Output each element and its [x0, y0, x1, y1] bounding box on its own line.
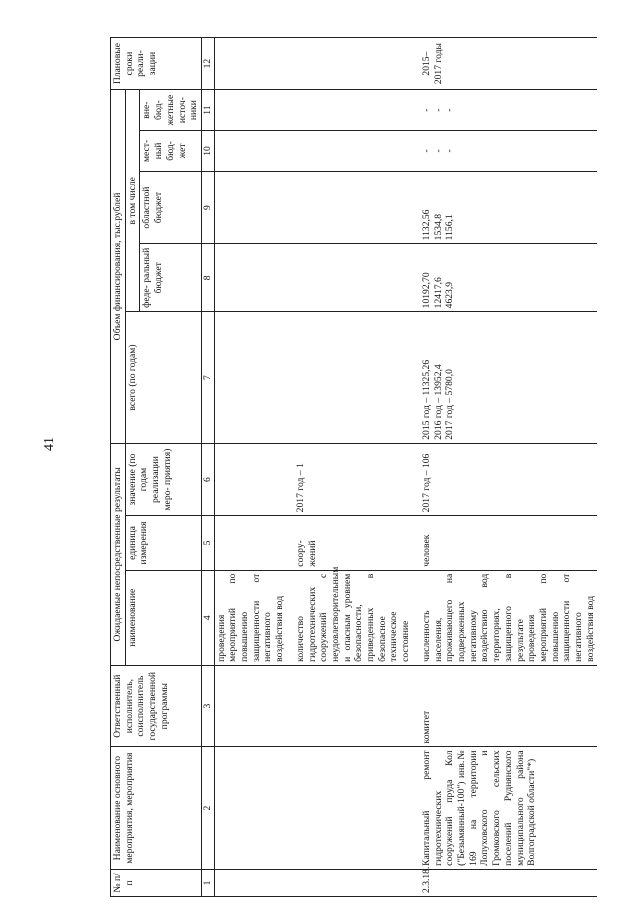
funding-local-2017: - — [444, 149, 456, 153]
col-number: 9 — [201, 171, 214, 244]
funding-regional — [413, 171, 598, 244]
result-name: проведения мероприятий по повышению защищенности от негативного воздействия вод — [214, 570, 287, 665]
col-number: 1 — [201, 869, 214, 896]
funding-local-2016: - — [432, 149, 444, 153]
funding-local — [413, 131, 598, 172]
table-row — [413, 38, 598, 897]
col-number: 7 — [201, 312, 214, 443]
funding-federal-2016: 12417,6 — [432, 277, 444, 309]
col-number: 12 — [201, 38, 214, 90]
header-funding: Объем финансирования, тыс.рублей — [111, 90, 126, 444]
col-number: 11 — [201, 90, 214, 131]
funding-table — [110, 37, 597, 897]
header-expected-results: Ожидаемые непосредственные результаты — [111, 443, 126, 665]
header-executor: Ответственный исполнитель, соисполнитель государственной программы — [111, 665, 202, 747]
funding-regional-2015: 1132,56 — [420, 209, 432, 241]
col-number: 10 — [201, 131, 214, 172]
funding-offbudget-2016: - — [432, 108, 444, 112]
result-name: численность населения, проживающего на подверженных негативному воздействию вод территориях, защищенного в результате проведения мероприятий по повышению защищенности от негативного воздействия вод — [413, 570, 598, 665]
result-name: количество гидротехнических сооружений с неудовлетворительным и опасным уровнем безопасности, приведенных в безопасное техническое состояние — [287, 570, 413, 665]
header-regional: областной бюджет — [140, 171, 202, 244]
funding-total-2016: 2016 год – 13952,4 — [432, 364, 444, 440]
funding-regional-2016: 1534,8 — [432, 213, 444, 241]
funding-offbudget-2015: - — [420, 108, 432, 112]
result-unit: соору- жений — [287, 516, 413, 570]
col-number: 5 — [201, 516, 214, 570]
header-terms: Плановые сроки реали- зации — [111, 38, 202, 90]
event-name: Капитальный ремонт гидротехнических сооружений пруда Кол ("Безымянный-100") инв.№ 169 на территории Лопуховского и Громковского сельских поселений Руднянского муниципального района Волгоградской области"*) — [413, 747, 598, 869]
column-number-row — [201, 38, 214, 897]
funding-federal — [413, 244, 598, 312]
funding-total-2017: 2017 год – 5780,0 — [444, 369, 456, 440]
funding-offbudget-2017: - — [444, 108, 456, 112]
result-unit: человек — [413, 516, 598, 570]
funding-local-2015: - — [420, 149, 432, 153]
funding-regional-2017: 1156,1 — [444, 214, 456, 241]
col-number: 2 — [201, 747, 214, 869]
terms: 2015– 2017 годы — [413, 38, 598, 90]
header-total: всего (по годам) — [125, 312, 201, 443]
col-number: 8 — [201, 244, 214, 312]
header-local: мест- ный бюд- жет — [140, 131, 202, 172]
funding-federal-2015: 10192,70 — [420, 272, 432, 309]
header-exp-unit: единица измерения — [125, 516, 201, 570]
col-number: 6 — [201, 443, 214, 516]
col-number: 4 — [201, 570, 214, 665]
header-exp-value: значение (по годам реализации меро- приятия) — [125, 443, 201, 516]
funding-total-2015: 2015 год – 11325,26 — [420, 359, 432, 440]
result-value: 2017 год – 1 — [287, 443, 413, 516]
col-number: 3 — [201, 665, 214, 747]
page-number: 41 — [42, 437, 57, 451]
row-number: 2.3.18. — [413, 869, 598, 896]
header-event-name: Наименование основного мероприятия, мероприятия — [111, 747, 202, 869]
table-row — [214, 38, 287, 897]
header-offbudget: вне- бюд- жетные источ- ники — [140, 90, 202, 131]
funding-federal-2017: 4623,9 — [444, 281, 456, 309]
header-including: в том числе — [125, 90, 140, 312]
funding-offbudget — [413, 90, 598, 131]
header-no: № п/п — [111, 869, 202, 896]
header-exp-name: наименование — [125, 570, 201, 665]
header-federal: феде- ральный бюджет — [140, 244, 202, 312]
result-value: 2017 год – 106 — [413, 443, 598, 516]
rotated-table-container — [110, 17, 640, 897]
executor: комитет — [413, 665, 598, 747]
funding-total — [413, 312, 598, 443]
table-row — [287, 38, 413, 897]
